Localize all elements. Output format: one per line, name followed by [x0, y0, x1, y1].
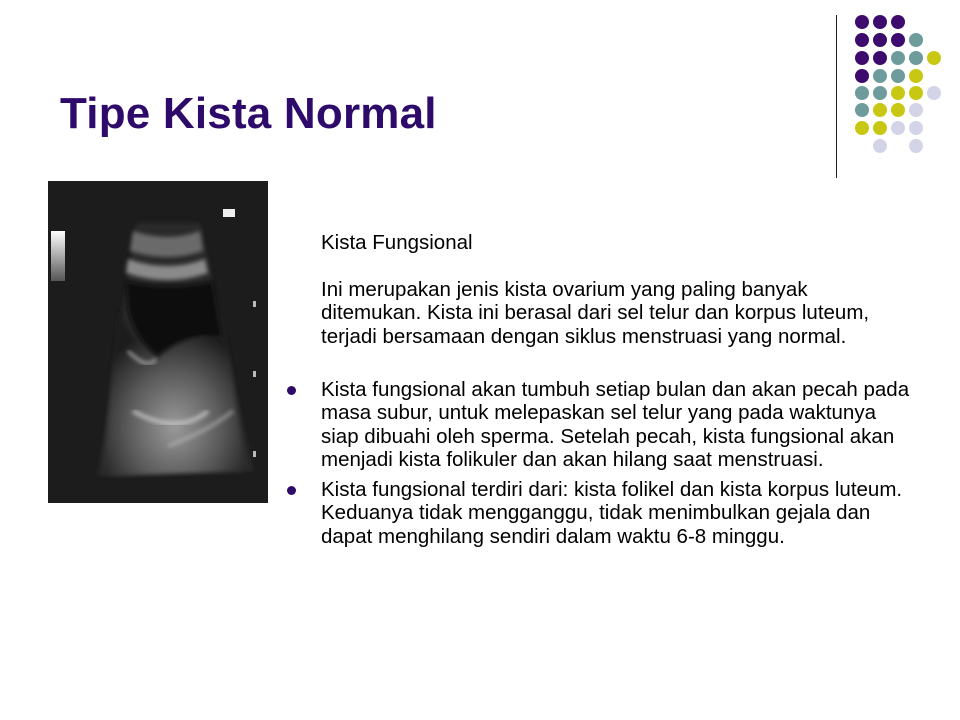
decorative-dot-icon	[873, 86, 887, 100]
bullet-text: Kista fungsional akan tumbuh setiap bulan dan akan pecah pada masa subur, untuk melepaskan sel telur yang pada waktunya siap dibuahi oleh sperma. Setelah pecah, kista fungsional akan menjadi kista folikuler dan akan hilang saat menstruasi.	[321, 377, 910, 471]
intro-heading: Kista Fungsional	[321, 230, 473, 254]
decorative-dot-icon	[891, 51, 905, 65]
decorative-dot-icon	[891, 121, 905, 135]
decorative-dot-icon	[909, 51, 923, 65]
decorative-dot-icon	[855, 121, 869, 135]
decorative-dot-icon	[873, 15, 887, 29]
decorative-dot-icon	[891, 15, 905, 29]
decorative-dot-icon	[855, 103, 869, 117]
decorative-dot-icon	[909, 33, 923, 47]
decorative-dot-icon	[873, 139, 887, 153]
decorative-dot-icon	[855, 86, 869, 100]
decorative-dot-icon	[855, 51, 869, 65]
intro-text: Ini merupakan jenis kista ovarium yang paling banyak ditemukan. Kista ini berasal dari sel telur dan korpus luteum, terjadi bersamaan dengan siklus menstruasi yang normal.	[321, 277, 870, 348]
decorative-dot-icon	[891, 103, 905, 117]
decorative-dot-icon	[855, 69, 869, 83]
decorative-dot-icon	[909, 139, 923, 153]
decorative-dot-icon	[873, 33, 887, 47]
decorative-dot-icon	[909, 103, 923, 117]
slide-title: Tipe Kista Normal	[60, 89, 437, 138]
ultrasound-image	[48, 181, 268, 503]
decorative-dot-icon	[855, 33, 869, 47]
bullet-item	[321, 378, 911, 472]
decorative-dot-icon	[927, 51, 941, 65]
decorative-dot-icon	[873, 69, 887, 83]
decorative-dot-icon	[927, 86, 941, 100]
decorative-dot-icon	[891, 86, 905, 100]
slide-body	[321, 207, 911, 554]
decorative-dot-icon	[873, 51, 887, 65]
decorative-dot-icon	[873, 103, 887, 117]
decorative-vertical-line	[836, 15, 837, 178]
intro-block	[321, 207, 911, 372]
decorative-dot-icon	[909, 69, 923, 83]
decorative-dot-icon	[891, 33, 905, 47]
decorative-dot-icon	[855, 15, 869, 29]
bullet-text: Kista fungsional terdiri dari: kista folikel dan kista korpus luteum. Keduanya tidak mengganggu, tidak menimbulkan gejala dan dapat menghilang sendiri dalam waktu 6-8 minggu.	[321, 477, 903, 548]
bullet-icon	[287, 486, 296, 495]
bullet-item	[321, 478, 911, 549]
decorative-dot-icon	[873, 121, 887, 135]
decorative-dot-icon	[909, 86, 923, 100]
decorative-dot-icon	[891, 69, 905, 83]
ultrasound-scan-graphic	[48, 181, 268, 503]
decorative-dot-icon	[909, 121, 923, 135]
bullet-icon	[287, 386, 296, 395]
